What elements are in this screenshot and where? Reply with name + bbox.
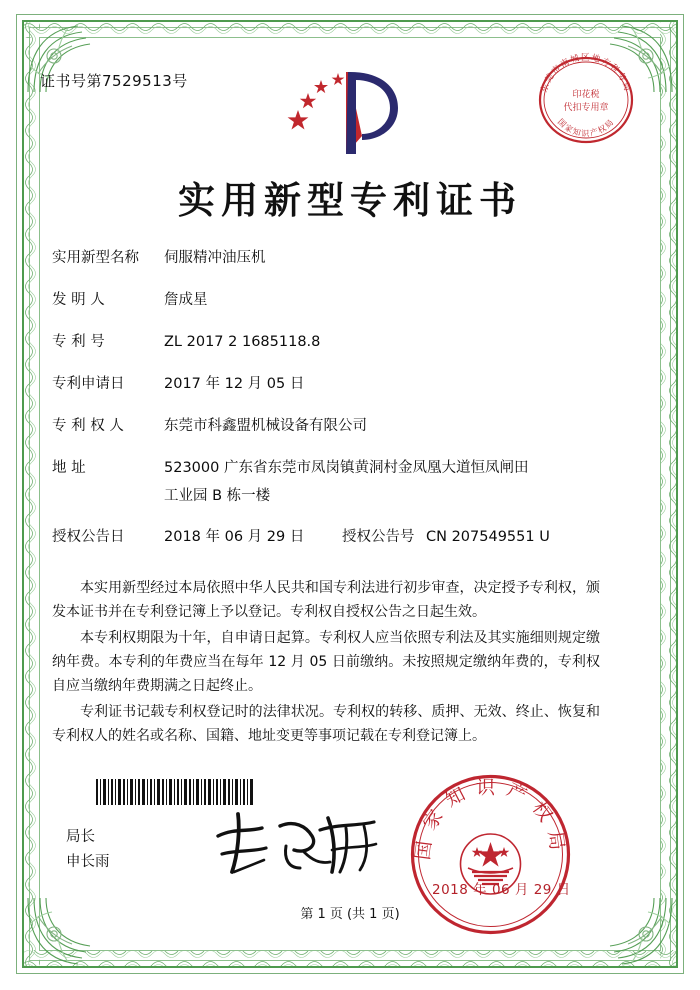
paragraph: 本专利权期限为十年，自申请日起算。专利权人应当依照专利法及其实施细则规定缴纳年费。本专利的年费应当在每年 12 月 05 日前缴纳。未按照规定缴纳年费的，专利权自应当缴纳年费期满之日起终止。 (52, 630, 600, 695)
paragraph: 专利证书记载专利权登记时的法律状况。专利权的转移、质押、无效、终止、恢复和专利权人的姓名或名称、国籍、地址变更等事项记载在专利登记簿上。 (52, 704, 600, 745)
seal-date: 2018 年 06 月 29 日 (432, 882, 571, 898)
field-label: 发 明 人 (52, 292, 105, 309)
field-row-inventor (52, 290, 592, 311)
director-label: 局长 (66, 829, 95, 845)
field-value: 523000 广东省东莞市凤岗镇黄洞村金凤凰大道恒凤闸田 (164, 460, 529, 477)
field-label: 地 址 (52, 460, 86, 477)
field-label: 专 利 权 人 (52, 418, 124, 435)
page-title: 实用新型专利证书 (178, 178, 522, 222)
fields-block (52, 248, 592, 564)
field-row-patent-number (52, 332, 592, 353)
field-value: 2018 年 06 月 29 日 (164, 529, 305, 546)
field-value: 2017 年 12 月 05 日 (164, 376, 305, 393)
field-row-application-date (52, 374, 592, 395)
svg-text:代扣专用章: 代扣专用章 (563, 103, 609, 113)
field-value: 詹成星 (164, 292, 208, 309)
svg-text:国家知识产权局: 国家知识产权局 (555, 117, 617, 138)
field-row-name (52, 248, 592, 269)
tax-stamp-seal (534, 48, 638, 152)
field-label: 专利申请日 (52, 376, 125, 393)
field-value: 东莞市科鑫盟机械设备有限公司 (164, 418, 367, 435)
patent-office-emblem-icon (286, 62, 406, 158)
director-name: 申长雨 (66, 854, 110, 871)
page-indicator: 第 1 页 (共 1 页) (300, 907, 400, 922)
field-label: 授权公告号 (342, 529, 415, 546)
grant-number-group (342, 525, 550, 546)
director-block (66, 825, 110, 876)
svg-text:印花税: 印花税 (572, 90, 600, 100)
certificate-number: 证书号第7529513号 (40, 72, 188, 90)
barcode-icon (96, 779, 254, 805)
paragraph: 本实用新型经过本局依照中华人民共和国专利法进行初步审查，决定授予专利权，颁发本证书并在专利登记簿上予以登记。专利权自授权公告之日起生效。 (52, 580, 600, 621)
address-line-2: 工业园 B 栋一楼 (164, 488, 271, 505)
field-row-address (52, 458, 592, 479)
field-label: 实用新型名称 (52, 250, 139, 266)
field-label: 专 利 号 (52, 334, 105, 351)
field-row-patentee (52, 416, 592, 437)
handwritten-signature-icon (208, 806, 388, 880)
field-label: 授权公告日 (52, 529, 125, 546)
field-value: CN 207549551 U (426, 529, 550, 546)
field-row-grant (52, 525, 592, 546)
svg-text:国家知识产权局: 国家知识产权局 (411, 776, 570, 862)
svg-text:东莞市南城区地方税务局: 东莞市南城区地方税务局 (539, 53, 633, 94)
field-value: ZL 2017 2 1685118.8 (164, 334, 321, 351)
field-value: 伺服精冲油压机 (164, 250, 266, 266)
grant-date-group (52, 525, 342, 546)
legal-text-block (52, 576, 600, 751)
